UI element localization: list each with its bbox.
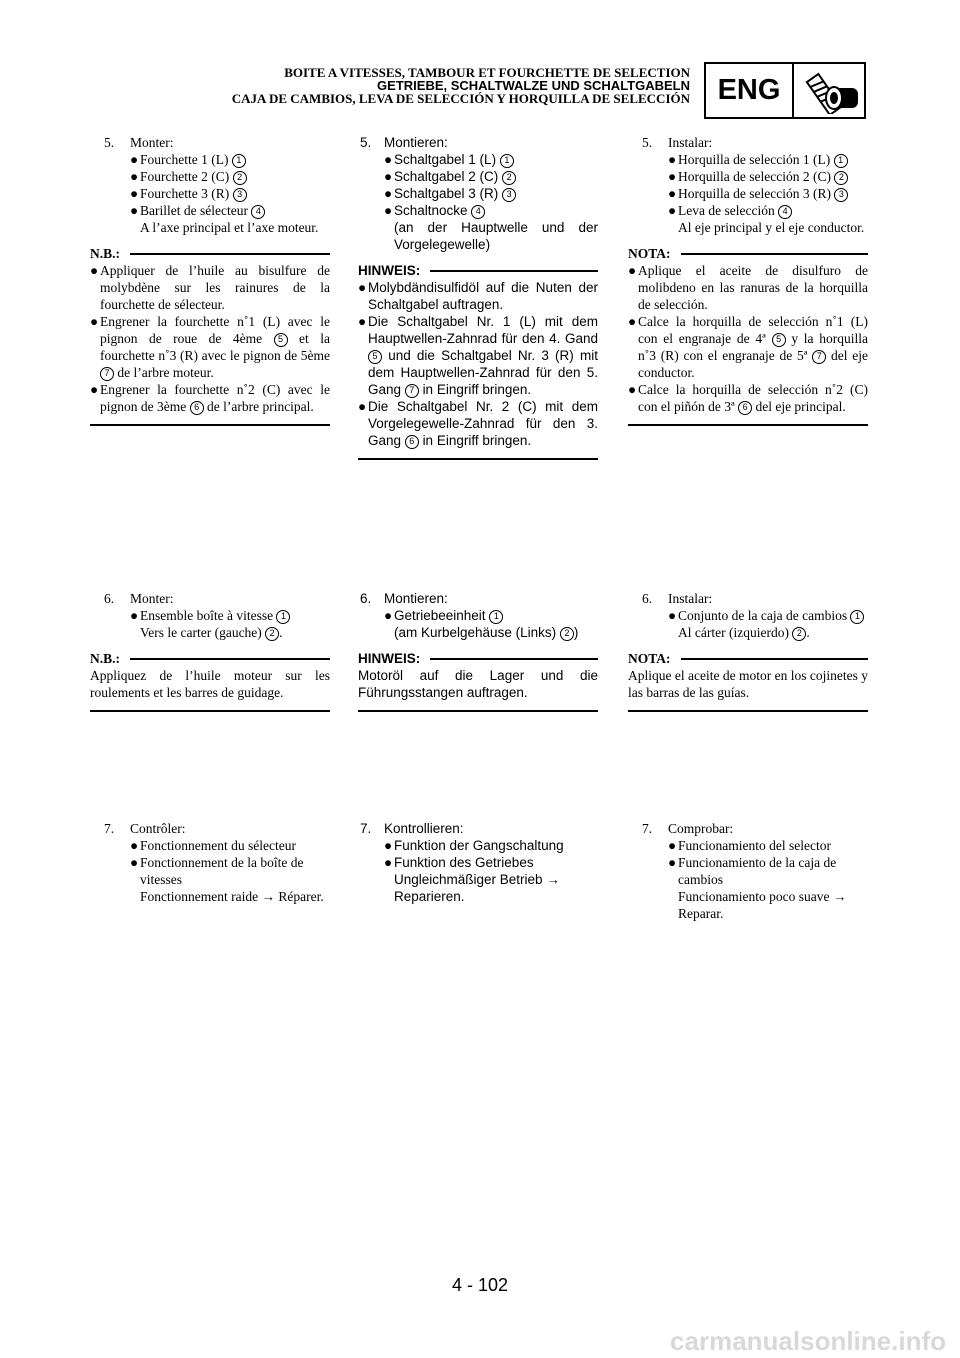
fr-step-5: 5. Monter: ● Fourchette 1 (L) 1 ● Fourchette 2 (C) 2 ● Fourchette 3 (R) 3 ● Barillet de sélecteur 4 A l’axe principal et l’axe moteur. N.B.: ● Appliquer de l’huile au bisulfure de molybdène sur les rainures de la fourchette de sélecteur. ● Engrener la fourchette n˚1 (L) avec le pignon de roue de 4ème 5 et la fourchette n˚3 (R) avec le pignon de 5ème 7 de l’arbre moteur. ● Engrener la fourchette n˚2 (C) avec le pignon de 3ème 6 de l’arbre principal. [90,134,330,426]
title-spanish: CAJA DE CAMBIOS, LEVA DE SELECCIÓN Y HORQUILLA DE SELECCIÓN [231,91,690,106]
list-item: ● Funcionamiento de la caja de cambios [668,855,837,887]
callout-2: 2 [233,171,247,185]
list-item: ● Schaltgabel 1 (L) 1 [358,151,598,168]
note-item: ● Aplique el aceite de disulfuro de molibdeno en las ranuras de la horquilla de selección. [628,263,868,312]
note-heading: NOTA: [628,246,671,261]
step-sub-text: Fonctionnement raide → Réparer. [140,889,324,904]
fr-note-1 [90,245,330,426]
de-step-7: 7. Kontrollieren: ● Funktion der Gangschaltung ● Funktion des Getriebes Ungleichmäßiger Betrieb → Reparieren. [358,820,598,905]
note-text: Appliquez de l’huile moteur sur les roulements et les barres de guidage. [90,668,330,700]
callout-1: 1 [232,154,246,168]
list-item: ● Horquilla de selección 1 (L) 1 [628,151,868,168]
list-item: ● Schaltnocke 4 [358,202,598,219]
fr-step-7: 7. Contrôler: ● Fonctionnement du sélecteur ● Fonctionnement de la boîte de vitesses Fonctionnement raide → Réparer. [90,820,330,905]
engine-bolt-icon [794,64,864,117]
divider [90,424,330,426]
step-label: Contrôler: [130,821,186,836]
title-german: GETRIEBE, SCHALTWALZE UND SCHALTGABELN [377,78,690,93]
divider [358,458,598,460]
step-sub-text: Al eje principal y el eje conductor. [678,220,865,235]
note-heading: HINWEIS: [358,263,421,278]
es-note-2 [628,650,868,712]
list-item: ● Funktion des Getriebes [384,855,534,870]
list-item: ● Fourchette 3 (R) 3 [90,185,330,202]
list-item: ● Fonctionnement de la boîte de vitesses [130,855,304,887]
divider [358,710,598,712]
list-item: ● Fonctionnement du sélecteur [130,838,296,853]
page-number: 4 - 102 [451,1275,509,1295]
step-sub-text: Ungleichmäßiger Betrieb → Reparieren. [394,872,560,904]
step-label: Monter: [130,135,174,150]
note-heading: NOTA: [628,651,671,666]
de-note-1 [358,262,598,460]
step-sub-text: (an der Hauptwelle und der Vorgelegewelle) [394,220,598,252]
note-item: ● Engrener la fourchette n˚1 (L) avec le pignon de roue de 4ème 5 et la fourchette n˚3 (R) avec le pignon de 5ème 7 de l’arbre moteur. [90,314,330,380]
de-step-5: 5. Montieren: ● Schaltgabel 1 (L) 1 ● Schaltgabel 2 (C) 2 ● Schaltgabel 3 (R) 3 ● Schaltnocke 4 (an der Hauptwelle und der Vorgelegewelle) HINWEIS: ● Molybdändisulfidöl auf die Nuten der Schaltgabel auftragen. ● Die Schaltgabel Nr. 1 (L) mit dem Hauptwellen-Zahnrad für den 4. Gand 5 und die Schaltgabel Nr. 3 (R) mit dem Hauptwellen-Zahnrad für den 5. Gang 7 in Eingriff bringen. ● Die Schaltgabel Nr. 2 (C) mit dem Vorgelegewelle-Zahnrad für den 3. Gang 6 in Eingriff bringen. [358,134,598,460]
step-label: Comprobar: [668,821,734,836]
step-sub-text: Funcionamiento poco suave → Reparar. [678,889,847,921]
step-label: Instalar: [668,591,713,606]
note-item: ● Die Schaltgabel Nr. 1 (L) mit dem Hauptwellen-Zahnrad für den 4. Gand 5 und die Schaltgabel Nr. 3 (R) mit dem Hauptwellen-Zahnrad für den 5. Gang 7 in Eingriff bringen. [358,314,598,397]
de-step-6: 6. Montieren: ● Getriebeeinheit 1 (am Kurbelgehäuse (Links) 2 ) HINWEIS: Motoröl auf die Lager und die Führungsstangen auftragen. [358,590,598,712]
divider [90,710,330,712]
list-item: ● Schaltgabel 2 (C) 2 [358,168,598,185]
de-note-2 [358,650,598,712]
step-sub-text: (am Kurbelgehäuse (Links) 2 ) [394,625,579,640]
list-item: ● Barillet de sélecteur 4 [90,202,330,219]
list-item: ● Getriebeeinheit 1 [358,607,598,624]
note-item: ● Engrener la fourchette n˚2 (C) avec le pignon de 3ème 6 de l’arbre principal. [90,382,330,414]
step-label: Instalar: [668,135,713,150]
list-item: ● Conjunto de la caja de cambios 1 [628,607,868,624]
step-label: Montieren: [384,135,448,150]
step-label: Montieren: [384,591,448,606]
note-item: ● Appliquer de l’huile au bisulfure de molybdène sur les rainures de la fourchette de sélecteur. [90,263,330,312]
note-text: Aplique el aceite de motor en los cojinetes y las barras de las guías. [628,668,868,700]
step-label: Kontrollieren: [384,821,464,836]
callout-3: 3 [233,188,247,202]
list-item: ● Funcionamiento del selector [668,838,831,853]
step-sub-text: A l’axe principal et l’axe moteur. [140,220,319,235]
list-item: ● Leva de selección 4 [628,202,868,219]
list-item: ● Fourchette 2 (C) 2 [90,168,330,185]
section-title [232,66,690,105]
note-text: Motoröl auf die Lager und die Führungsstangen auftragen. [358,668,598,700]
note-item: ● Calce la horquilla de selección n˚1 (L) con el engranaje de 4ª 5 y la horquilla n˚3 (R) con el engranaje de 5ª 7 del eje conductor. [628,314,869,380]
list-item: ● Ensemble boîte à vitesse 1 [90,607,330,624]
list-item: ● Schaltgabel 3 (R) 3 [358,185,598,202]
note-item: ● Molybdändisulfidöl auf die Nuten der Schaltgabel auftragen. [358,280,598,312]
callout-4: 4 [251,205,265,219]
list-item: ● Horquilla de selección 2 (C) 2 [628,168,868,185]
list-item: ● Fourchette 1 (L) 1 [90,151,330,168]
es-step-7: 7. Comprobar: ● Funcionamiento del selector ● Funcionamiento de la caja de cambios Funcionamiento poco suave → Reparar. [628,820,868,922]
step-label: Monter: [130,591,174,606]
list-item: ● Horquilla de selección 3 (R) 3 [628,185,868,202]
divider [628,710,868,712]
note-heading: HINWEIS: [358,651,421,666]
watermark: carmanualsonline.info [670,1326,946,1356]
eng-label: ENG [706,64,794,117]
eng-badge [704,62,866,119]
title-french: BOITE A VITESSES, TAMBOUR ET FOURCHETTE DE SELECTION [284,65,690,80]
fr-step-6: 6. Monter: ● Ensemble boîte à vitesse 1 Vers le carter (gauche) 2 . N.B.: Appliquez de l’huile moteur sur les roulements et les barres de guidage. [90,590,330,712]
list-item: ● Funktion der Gangschaltung [384,838,564,853]
es-note-1 [628,245,868,426]
fr-note-2 [90,650,330,712]
step-sub-text: Al cárter (izquierdo) 2 . [678,625,810,640]
step-sub-text: Vers le carter (gauche) 2 . [140,625,283,640]
es-step-5: 5. Instalar: ● Horquilla de selección 1 (L) 1 ● Horquilla de selección 2 (C) 2 ● Horquilla de selección 3 (R) 3 ● Leva de selección 4 Al eje principal y el eje conductor. NOTA: ● Aplique el aceite de disulfuro de molibdeno en las ranuras de la horquilla de selección. ● Calce la horquilla de selección n˚1 (L) con el engranaje de 4ª 5 y la horquilla n˚3 (R) con el engranaje de 5ª 7 del eje conductor. ● Calce la horquilla de selección n˚2 (C) con el piñón de 3ª 6 del eje principal. [628,134,868,426]
es-step-6: 6. Instalar: ● Conjunto de la caja de cambios 1 Al cárter (izquierdo) 2 . NOTA: Aplique el aceite de motor en los cojinetes y las barras de las guías. [628,590,868,712]
note-heading: N.B.: [90,651,120,666]
divider [628,424,868,426]
note-item: ● Die Schaltgabel Nr. 2 (C) mit dem Vorgelegewelle-Zahnrad für den 3. Gang 6 in Eingriff bringen. [358,399,598,448]
note-heading: N.B.: [90,246,120,261]
note-item: ● Calce la horquilla de selección n˚2 (C) con el piñón de 3ª 6 del eje principal. [628,382,868,414]
